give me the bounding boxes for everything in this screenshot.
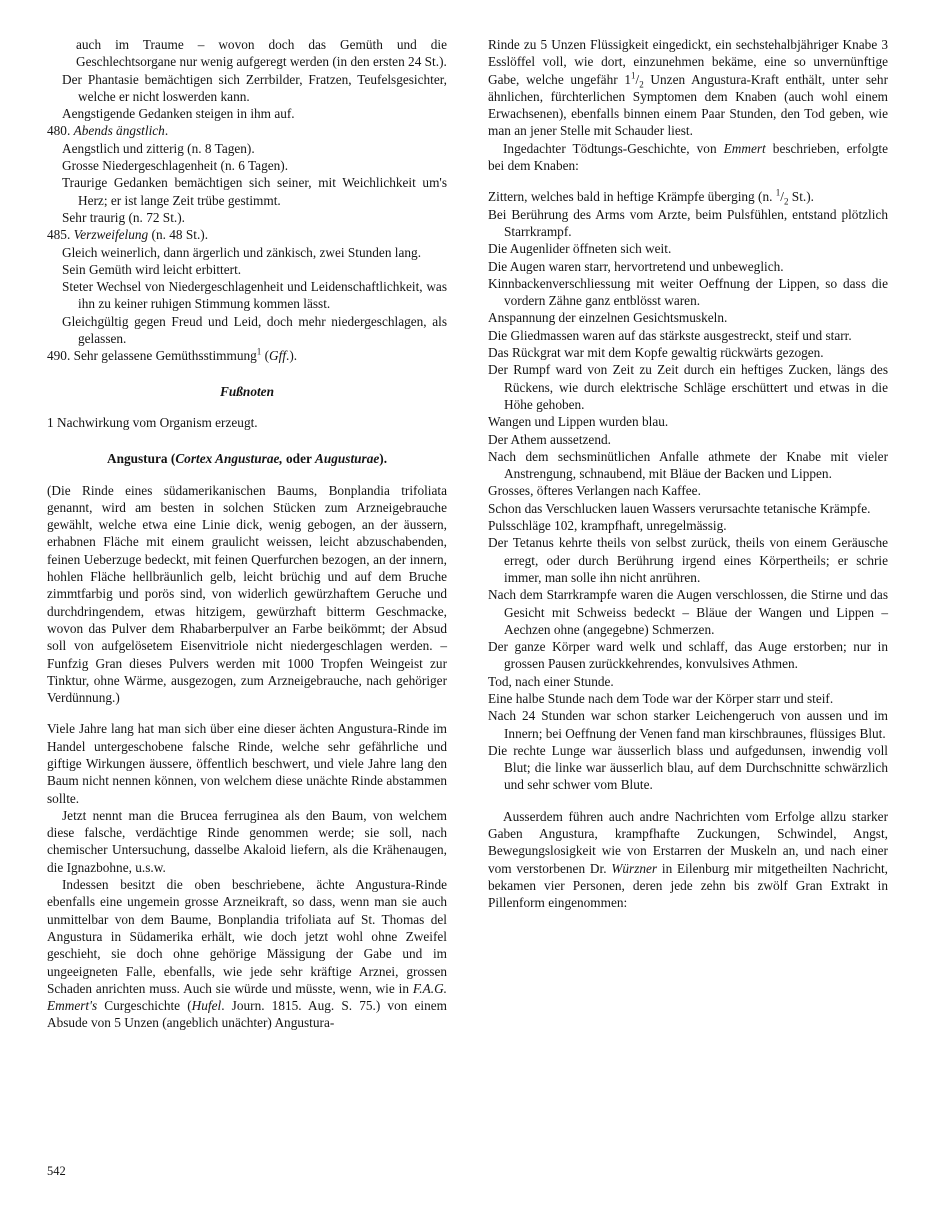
text-run: 1 Nachwirkung vom Organism erzeugt.	[47, 414, 258, 430]
text-run: Nach dem sechsminütlichen Anfalle athmete der Knabe mit vieler Anstrengung, schnaubend, mit Bläue der Backen und Lippen.	[488, 448, 888, 482]
text-run: Der Tetanus kehrte theils von selbst zurück, theils von einem Geräusche erregt, oder durch Berührung irgend eines Körpertheils; er schrie immer, man solle ihn nicht anrühren.	[488, 535, 888, 585]
text-run: Zittern, welches bald in heftige Krämpfe überging (n.	[488, 189, 776, 205]
paragraph	[488, 36, 888, 140]
text-run: Schon das Verschlucken lauen Wassers verursachte tetanische Krämpfe.	[488, 500, 871, 516]
text-run: Die rechte Lunge war äusserlich blass und aufgedunsen, inwendig voll Blut; die linke war äusserlich blau, auf dem Durchschnitte schwärzlich und sehr schwer vom Blute.	[488, 742, 888, 793]
symptom-item	[488, 258, 888, 275]
text-run: Aengstlich und zitterig (n. 8 Tagen).	[62, 140, 255, 156]
text-run: Rinde zu 5 Unzen Flüssigkeit eingedickt, ein sechstehalbjähriger Knabe 3 Esslöffel voll, wie dort, einzunehmen bekäme, eine so unvernünftige Gabe, welche ungefähr 1	[488, 37, 888, 87]
paragraph	[47, 482, 447, 707]
symptom-item	[47, 157, 447, 174]
text-run: . Journ. 1815. Aug. S. 75.) von einem Absude von 5 Unzen (angeblich unächter) Angustura-	[47, 998, 447, 1031]
superscript: 1	[256, 346, 262, 357]
italic-text-run: Augusturae	[314, 451, 380, 467]
text-run: Pulsschläge 102, krampfhaft, unregelmässig.	[488, 518, 727, 534]
text-run: Fußnoten	[220, 383, 274, 399]
text-run: Curgeschichte (	[97, 998, 192, 1014]
text-run: Der Athem aussetzend.	[488, 431, 611, 447]
text-run: Die Augen waren starr, hervortretend und unbeweglich.	[488, 258, 784, 274]
left-column	[47, 36, 447, 1032]
symptom-item	[488, 240, 888, 257]
symptom-item	[488, 431, 888, 448]
text-run: Unzen Angustura-Kraft enthält, unter sehr ähnlichen, fürchterlichen Symptomen dem Knaben (auch wohl einem Erwachsenen), ebenfalls binnen einem Paar Stunden, den Tod geben, wie man an jener Stelle mit Schauder liest.	[488, 71, 889, 139]
symptom-item	[488, 586, 888, 638]
symptom-item	[488, 361, 888, 413]
symptom-item	[47, 71, 447, 106]
text-run: 485.	[47, 227, 74, 243]
symptom-item	[488, 309, 888, 326]
symptom-item	[488, 638, 888, 673]
text-run: Bei Berührung des Arms vom Arzte, beim Pulsfühlen, entstand plötzlich Starrkrampf.	[488, 206, 888, 239]
text-run: St.).	[788, 189, 814, 205]
symptom-item	[488, 517, 888, 534]
text-run: Anspannung der einzelnen Gesichtsmuskeln.	[488, 310, 728, 326]
text-run: Kinnbackenverschliessung mit weiter Oeffnung der Lippen, so dass die vordern Zähne ganz entblösst waren.	[488, 275, 888, 309]
symptom-item	[47, 261, 447, 278]
italic-text-run: Cortex Angusturae,	[175, 451, 283, 467]
text-run: Traurige Gedanken bemächtigen sich seiner, mit Weichlichkeit um's Herz; er ist lange Zeit trübe gestimmt.	[62, 175, 447, 208]
symptom-item	[488, 742, 888, 794]
symptom-item	[47, 140, 447, 157]
italic-text-run: F.A.G. Emmert's	[47, 980, 447, 1014]
italic-text-run: Emmert	[723, 140, 766, 156]
paragraph	[488, 808, 888, 912]
symptom-entry-490	[47, 347, 447, 364]
superscript: 1	[775, 187, 781, 198]
text-run: Die Gliedmassen waren auf das stärkste ausgestreckt, steif und starr.	[488, 327, 852, 343]
text-run: .	[164, 123, 169, 139]
text-run: Die Augenlider öffneten sich weit.	[488, 241, 672, 257]
subscript: 2	[639, 79, 644, 90]
italic-text-run: Würzner	[611, 860, 658, 876]
text-run: Wangen und Lippen wurden blau.	[488, 414, 669, 430]
symptom-item	[488, 413, 888, 430]
symptom-item	[47, 105, 447, 122]
text-run: 480.	[47, 123, 74, 139]
text-run: (	[261, 348, 270, 364]
text-run: .).	[286, 348, 298, 364]
section-heading-angustura	[47, 450, 447, 467]
text-run: Grosse Niedergeschlagenheit (n. 6 Tagen).	[62, 158, 289, 174]
text-run: Viele Jahre lang hat man sich über eine dieser ächten Angustura-Rinde im Handel untergeschobene falsche Rinde, welche sehr gefährliche und giftige Wirkungen äussere, öffentlich beschwert, und viele Jahre lang den Baum nicht nennen können, von welchem diese unächte Rinde abstammen sollte.	[47, 721, 447, 806]
symptom-item	[488, 500, 888, 517]
text-run: auch im Traume – wovon doch das Gemüth und die Geschlechtsorgane nur wenig aufgeregt werden (in den ersten 24 St.).	[76, 37, 447, 70]
italic-text-run: Hufel	[191, 998, 222, 1014]
symptom-item	[488, 448, 888, 483]
text-run: Aengstigende Gedanken steigen in ihm auf.	[62, 106, 295, 122]
text-run: Der ganze Körper ward welk und schlaff, das Auge erstorben; nur in grossen Pausen zurückkehrendes, konvulsives Athmen.	[488, 639, 888, 672]
symptom-entry-485	[47, 226, 447, 243]
text-run: (Die Rinde eines südamerikanischen Baums, Bonplandia trifoliata genannt, wird am besten in solchen Stücken zum Arzneigebrauche gewählt, welche etwa eine Linie dick, wenig gebogen, an der äussern, erhabnen Fläche mit einem graulicht weissen, leicht abzuschabenden, feinen Ueberzuge bedeckt, mit feinen Querfurchen bezogen, an der innern, hohlen Fläche hellbräunlich gelb, leicht brüchig und auf dem Bruche zimmtfarbig und porös sind, von widerlich gewürzhaftem Geruche und durchdringendem, etwas hitzigem, gewürzhaft bitterm Geschmacke, wovon das Pulver dem Rhabarberpulver an Farbe beikömmt; der Absud soll von aufgelösetem Eisenvitriole nicht niedergeschlagen werden. – Funfzig Gran dieses Pulvers werden mit 1000 Tropfen Weingeist zur Tinktur, ohne Wärme, ausgezogen, zum Arzneigebrauche, nach gehöriger Verdünnung.)	[47, 482, 447, 706]
page-number: 542	[47, 1164, 66, 1178]
symptom-item	[488, 327, 888, 344]
text-run: Das Rückgrat war mit dem Kopfe gewaltig rückwärts gezogen.	[488, 345, 824, 361]
text-run: Sehr traurig (n. 72 St.).	[62, 209, 185, 225]
text-run: Der Phantasie bemächtigen sich Zerrbilder, Fratzen, Teufelsgesichter, welche er nicht loswerden kann.	[62, 71, 447, 104]
text-run: Sein Gemüth wird leicht erbittert.	[62, 261, 242, 277]
paragraph	[47, 720, 447, 806]
symptom-item	[488, 275, 888, 310]
symptom-item	[488, 707, 888, 742]
symptom-item	[488, 673, 888, 690]
symptom-item	[488, 482, 888, 499]
symptom-entry-480	[47, 122, 447, 139]
text-run: Tod, nach einer Stunde.	[488, 673, 614, 689]
symptom-item	[488, 534, 888, 586]
symptom-item	[47, 36, 447, 71]
footnote-1	[47, 414, 447, 431]
text-run: Angustura (	[106, 451, 176, 467]
text-run: Indessen besitzt die oben beschriebene, ächte Angustura-Rinde ebenfalls eine ungemein grosse Arzneikraft, so dass, wenn man sie auch unmittelbar von dem Baume, Bonplandia trifoliata auf St. Thomas del Angustura in Südamerika erhält, wie doch jetzt wohl ohne Zweifel geschieht, sie doch ohne gehörige Mässigung der Gabe und im ungeeigneten Falle, ebenfalls, wie jede sehr kräftige Arznei, grossen Schaden anrichten muss. Auch sie würde und müsste, wenn, wie in	[47, 877, 447, 996]
text-run: Eine halbe Stunde nach dem Tode war der Körper starr und steif.	[488, 690, 834, 706]
symptom-item	[47, 174, 447, 209]
symptom-item	[47, 278, 447, 313]
text-run: 490. Sehr gelassene Gemüthsstimmung	[47, 348, 257, 364]
right-column	[488, 36, 888, 1032]
text-run: beschrieben, erfolgte bei dem Knaben:	[488, 140, 888, 174]
text-run: in Eilenburg mir mitgetheilten Nachricht, bekamen vier Personen, deren jede zehn bis zwölf Gran Extrakt in Pillenform eingenommen:	[488, 860, 888, 911]
italic-text-run: Verzweifelung	[73, 227, 149, 243]
symptom-item	[488, 187, 888, 208]
italic-text-run: Gff	[269, 348, 287, 364]
text-run: Der Rumpf ward von Zeit zu Zeit durch ein heftiges Zucken, längs des Rückens, wie durch elektrische Schläge erschüttert und etwas in die Höhe gehoben.	[488, 362, 888, 412]
paragraph	[47, 807, 447, 876]
subscript: 2	[783, 197, 789, 208]
text-run: Ausserdem führen auch andre Nachrichten vom Erfolge allzu starker Gaben Angustura, krampfhafte Zuckungen, Schwindel, Angst, Bewegungslosigkeit wie von Erstarren der Muskeln an, und nach einer vom verstorbenen Dr.	[488, 808, 888, 876]
symptom-item	[47, 313, 447, 348]
text-run: Gleichgültig gegen Freud und Leid, doch mehr niedergeschlagen, als gelassen.	[62, 313, 447, 347]
paragraph	[488, 140, 888, 175]
symptom-item	[488, 206, 888, 241]
text-run: /	[635, 71, 640, 87]
superscript: 1	[631, 70, 636, 81]
text-run: Steter Wechsel von Niedergeschlagenheit und Leidenschaftlichkeit, was ihn zu keiner ruhigen Stimmung kommen lässt.	[62, 279, 447, 312]
italic-text-run: Abends ängstlich	[73, 123, 165, 139]
text-run: Nach dem Starrkrampfe waren die Augen verschlossen, die Stirne und das Gesicht mit Schweiss bedeckt – Bläue der Wangen und Lippen – Aechzen ohne (angegebne) Schmerzen.	[488, 587, 888, 637]
text-run: Nach 24 Stunden war schon starker Leichengeruch von aussen und im Innern; bei Oeffnung der Venen fand man kirschbraunes, flüssiges Blut.	[488, 708, 888, 741]
paragraph	[47, 876, 447, 1032]
text-run: ).	[379, 451, 388, 467]
text-run: Jetzt nennt man die Brucea ferruginea als den Baum, von welchem diese falsche, verdächtige Rinde genommen werde; sie soll, nach chemischer Untersuchung, dasselbe Akaloid liefern, als die Krähenaugen, die Ignazbohne, u.s.w.	[47, 807, 447, 875]
footnotes-heading	[47, 383, 447, 400]
symptom-item	[47, 209, 447, 226]
text-run: oder	[282, 451, 315, 467]
text-run: Ingedachter Tödtungs-Geschichte, von	[503, 140, 724, 156]
text-run: /	[780, 189, 784, 205]
text-run: Grosses, öfteres Verlangen nach Kaffee.	[488, 483, 701, 499]
symptom-item	[488, 690, 888, 707]
symptom-item	[488, 344, 888, 361]
symptom-item	[47, 244, 447, 261]
text-run: (n. 48 St.).	[148, 227, 209, 243]
text-run: Gleich weinerlich, dann ärgerlich und zänkisch, zwei Stunden lang.	[62, 244, 422, 260]
two-column-text-area	[47, 36, 888, 1032]
